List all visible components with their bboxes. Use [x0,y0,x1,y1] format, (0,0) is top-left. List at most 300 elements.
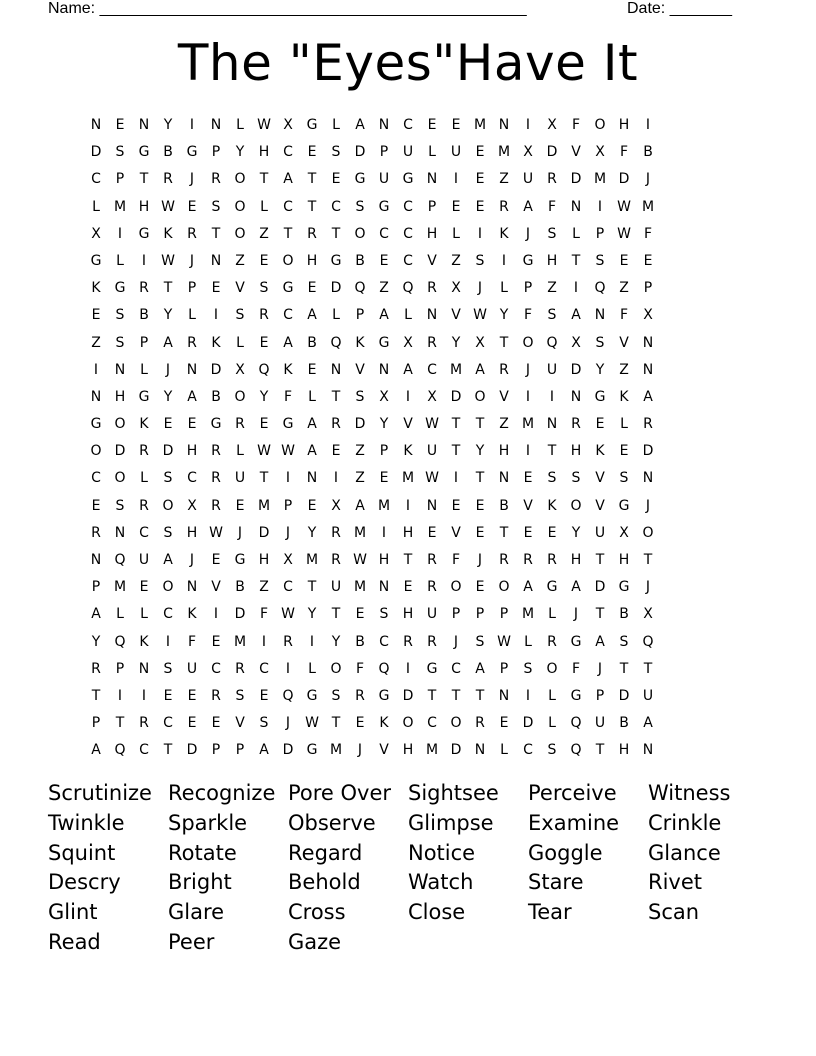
grid-letter[interactable]: J [357,742,363,759]
grid-letter[interactable]: V [595,470,605,487]
grid-letter[interactable]: I [405,660,411,677]
grid-letter[interactable]: E [163,687,173,704]
grid-letter[interactable]: M [305,552,319,568]
grid-letter[interactable]: G [282,280,294,297]
grid-letter[interactable]: C [403,117,413,133]
grid-letter[interactable]: Z [547,280,557,297]
grid-letter[interactable]: E [115,117,125,133]
grid-letter[interactable]: Q [114,552,126,568]
grid-letter[interactable]: Q [258,361,270,378]
grid-letter[interactable]: F [571,660,581,677]
grid-letter[interactable]: U [426,443,438,460]
grid-letter[interactable]: T [163,280,173,297]
grid-letter[interactable]: W [209,524,223,541]
grid-letter[interactable]: G [378,334,390,351]
grid-letter[interactable]: N [138,117,150,133]
grid-letter[interactable]: E [619,443,629,460]
grid-letter[interactable]: Y [499,307,509,324]
grid-letter[interactable]: Z [259,225,269,242]
grid-letter[interactable]: V [235,715,245,732]
grid-letter[interactable]: H [426,225,438,242]
grid-letter[interactable]: O [474,388,486,405]
grid-letter[interactable]: X [643,606,653,623]
grid-letter[interactable]: A [403,361,413,378]
grid-letter[interactable]: O [114,416,126,433]
grid-letter[interactable]: B [619,606,629,623]
grid-letter[interactable]: E [307,497,317,514]
grid-letter[interactable]: B [211,388,221,405]
grid-letter[interactable]: T [499,524,509,541]
grid-letter[interactable]: O [594,117,606,133]
grid-letter[interactable]: W [425,470,439,487]
grid-letter[interactable]: M [377,497,391,514]
grid-letter[interactable]: M [401,470,415,487]
grid-letter[interactable]: S [163,470,173,487]
grid-letter[interactable]: R [331,416,341,433]
grid-letter[interactable]: U [594,715,606,732]
grid-letter[interactable]: T [259,171,269,188]
grid-letter[interactable]: T [211,225,221,242]
grid-letter[interactable]: S [595,252,605,269]
grid-letter[interactable]: V [235,280,245,297]
grid-letter[interactable]: A [379,307,389,324]
grid-letter[interactable]: Z [451,252,461,269]
grid-letter[interactable]: K [547,497,557,514]
grid-letter[interactable]: R [211,497,221,514]
grid-letter[interactable]: N [210,117,222,133]
grid-letter[interactable]: X [595,144,605,161]
grid-letter[interactable]: M [593,171,607,188]
grid-letter[interactable]: L [524,633,532,650]
grid-letter[interactable]: T [595,606,605,623]
grid-letter[interactable]: E [259,687,269,704]
grid-letter[interactable]: U [546,361,558,378]
grid-letter[interactable]: I [117,687,123,704]
grid-letter[interactable]: R [643,416,653,433]
grid-letter[interactable]: J [573,606,579,623]
grid-letter[interactable]: C [427,715,437,732]
grid-letter[interactable]: W [161,252,175,269]
grid-letter[interactable]: F [523,307,533,324]
grid-letter[interactable]: P [643,280,653,297]
grid-letter[interactable]: P [139,334,149,351]
grid-letter[interactable]: V [379,742,389,759]
grid-letter[interactable]: D [450,742,462,759]
grid-letter[interactable]: J [285,715,291,732]
grid-letter[interactable]: N [210,252,222,269]
grid-letter[interactable]: Z [499,416,509,433]
grid-letter[interactable]: A [643,388,653,405]
grid-letter[interactable]: U [330,579,342,596]
grid-letter[interactable]: W [281,606,295,623]
grid-letter[interactable]: F [355,660,365,677]
grid-letter[interactable]: S [547,470,557,487]
grid-letter[interactable]: N [570,388,582,405]
grid-letter[interactable]: O [114,470,126,487]
grid-letter[interactable]: H [402,606,414,623]
grid-letter[interactable]: P [475,606,485,623]
grid-letter[interactable]: J [645,497,651,514]
grid-letter[interactable]: X [283,117,293,133]
grid-letter[interactable]: R [211,470,221,487]
grid-letter[interactable]: R [499,198,509,215]
grid-letter[interactable]: R [163,171,173,188]
grid-letter[interactable]: X [235,361,245,378]
grid-letter[interactable]: U [450,144,462,161]
grid-letter[interactable]: G [114,280,126,297]
grid-letter[interactable]: E [211,280,221,297]
grid-letter[interactable]: R [211,687,221,704]
grid-letter[interactable]: Z [355,443,365,460]
grid-letter[interactable]: G [618,497,630,514]
grid-letter[interactable]: K [403,443,413,460]
grid-letter[interactable]: U [426,606,438,623]
grid-letter[interactable]: L [452,225,460,242]
grid-letter[interactable]: K [283,361,293,378]
grid-letter[interactable]: M [329,742,343,759]
grid-letter[interactable]: T [475,687,485,704]
grid-letter[interactable]: E [91,497,101,514]
grid-letter[interactable]: D [210,361,222,378]
grid-letter[interactable]: R [547,171,557,188]
grid-letter[interactable]: W [161,198,175,215]
grid-letter[interactable]: D [354,144,366,161]
grid-letter[interactable]: X [547,117,557,133]
grid-letter[interactable]: E [475,198,485,215]
grid-letter[interactable]: H [378,552,390,568]
grid-letter[interactable]: S [619,633,629,650]
grid-letter[interactable]: S [595,334,605,351]
grid-letter[interactable]: M [521,416,535,433]
grid-letter[interactable]: C [451,660,461,677]
grid-letter[interactable]: R [91,524,101,541]
grid-letter[interactable]: W [281,443,295,460]
grid-letter[interactable]: Z [379,280,389,297]
grid-letter[interactable]: U [138,552,150,568]
grid-letter[interactable]: R [427,552,437,568]
grid-letter[interactable]: R [547,552,557,568]
grid-letter[interactable]: N [546,416,558,433]
grid-letter[interactable]: L [572,225,580,242]
grid-letter[interactable]: W [617,225,631,242]
grid-letter[interactable]: A [91,606,101,623]
grid-letter[interactable]: E [427,524,437,541]
grid-letter[interactable]: I [405,388,411,405]
grid-letter[interactable]: L [260,198,268,215]
grid-letter[interactable]: S [475,633,485,650]
grid-letter[interactable]: V [427,252,437,269]
grid-letter[interactable]: E [403,579,413,596]
grid-letter[interactable]: M [257,497,271,514]
grid-letter[interactable]: O [450,579,462,596]
grid-letter[interactable]: G [210,416,222,433]
grid-letter[interactable]: I [93,361,99,378]
grid-letter[interactable]: P [235,742,245,759]
grid-letter[interactable]: C [331,198,341,215]
grid-letter[interactable]: J [453,633,459,650]
grid-letter[interactable]: S [115,144,125,161]
grid-letter[interactable]: B [307,334,317,351]
grid-letter[interactable]: I [453,171,459,188]
grid-letter[interactable]: Z [355,470,365,487]
grid-letter[interactable]: M [497,144,511,161]
grid-letter[interactable]: L [92,198,100,215]
grid-letter[interactable]: I [261,633,267,650]
grid-letter[interactable]: N [330,361,342,378]
grid-letter[interactable]: P [115,660,125,677]
grid-letter[interactable]: A [163,334,173,351]
grid-letter[interactable]: S [523,660,533,677]
grid-letter[interactable]: D [282,742,294,759]
grid-letter[interactable]: U [234,470,246,487]
grid-letter[interactable]: O [330,660,342,677]
grid-letter[interactable]: C [91,470,101,487]
grid-letter[interactable]: X [91,225,101,242]
grid-letter[interactable]: M [473,117,487,133]
grid-letter[interactable]: X [475,334,485,351]
grid-letter[interactable]: T [499,334,509,351]
grid-letter[interactable]: H [258,552,270,568]
grid-letter[interactable]: A [475,660,485,677]
grid-letter[interactable]: A [571,307,581,324]
grid-letter[interactable]: D [618,171,630,188]
grid-letter[interactable]: R [187,334,197,351]
grid-letter[interactable]: Q [114,633,126,650]
grid-letter[interactable]: R [427,633,437,650]
grid-letter[interactable]: T [331,715,341,732]
grid-letter[interactable]: R [403,633,413,650]
grid-letter[interactable]: D [258,524,270,541]
grid-letter[interactable]: O [546,660,558,677]
grid-letter[interactable]: G [282,416,294,433]
grid-letter[interactable]: G [306,117,318,133]
grid-letter[interactable]: U [402,144,414,161]
grid-letter[interactable]: U [186,660,198,677]
grid-letter[interactable]: P [91,579,101,596]
grid-letter[interactable]: M [425,742,439,759]
grid-letter[interactable]: I [285,470,291,487]
grid-letter[interactable]: E [139,579,149,596]
grid-letter[interactable]: G [618,579,630,596]
grid-letter[interactable]: H [618,742,630,759]
grid-letter[interactable]: M [641,198,655,215]
grid-letter[interactable]: N [306,470,318,487]
grid-letter[interactable]: S [355,198,365,215]
grid-letter[interactable]: A [595,633,605,650]
grid-letter[interactable]: C [91,171,101,188]
grid-letter[interactable]: L [140,361,148,378]
grid-letter[interactable]: E [307,144,317,161]
grid-letter[interactable]: I [117,225,123,242]
grid-letter[interactable]: N [498,117,510,133]
grid-letter[interactable]: T [115,715,125,732]
grid-letter[interactable]: D [90,144,102,161]
grid-letter[interactable]: R [427,280,437,297]
grid-letter[interactable]: R [331,524,341,541]
grid-letter[interactable]: S [115,497,125,514]
grid-letter[interactable]: T [331,388,341,405]
grid-letter[interactable]: J [165,361,171,378]
grid-letter[interactable]: E [595,416,605,433]
grid-letter[interactable]: C [283,198,293,215]
grid-letter[interactable]: E [451,198,461,215]
grid-letter[interactable]: F [619,144,629,161]
grid-letter[interactable]: B [619,715,629,732]
grid-letter[interactable]: N [378,117,390,133]
grid-letter[interactable]: Y [91,633,101,650]
grid-letter[interactable]: E [211,633,221,650]
grid-letter[interactable]: P [523,280,533,297]
grid-letter[interactable]: O [162,579,174,596]
grid-letter[interactable]: A [355,117,365,133]
grid-letter[interactable]: D [234,606,246,623]
grid-letter[interactable]: R [259,307,269,324]
grid-letter[interactable]: G [138,144,150,161]
grid-letter[interactable]: N [186,361,198,378]
grid-letter[interactable]: P [91,715,101,732]
grid-letter[interactable]: J [525,225,531,242]
grid-letter[interactable]: V [523,497,533,514]
grid-letter[interactable]: I [141,687,147,704]
grid-letter[interactable]: P [595,687,605,704]
grid-letter[interactable]: Z [259,579,269,596]
grid-letter[interactable]: R [235,416,245,433]
grid-letter[interactable]: L [620,416,628,433]
grid-letter[interactable]: P [451,606,461,623]
grid-letter[interactable]: X [571,334,581,351]
grid-letter[interactable]: W [257,443,271,460]
grid-letter[interactable]: R [331,552,341,568]
grid-letter[interactable]: O [234,225,246,242]
grid-letter[interactable]: X [451,280,461,297]
grid-letter[interactable]: S [115,307,125,324]
grid-letter[interactable]: E [187,687,197,704]
grid-letter[interactable]: Q [378,660,390,677]
grid-letter[interactable]: D [570,171,582,188]
grid-letter[interactable]: I [285,660,291,677]
grid-letter[interactable]: S [547,742,557,759]
grid-letter[interactable]: I [573,280,579,297]
grid-letter[interactable]: R [499,361,509,378]
grid-letter[interactable]: M [353,579,367,596]
grid-letter[interactable]: O [354,225,366,242]
grid-letter[interactable]: N [570,198,582,215]
grid-letter[interactable]: J [237,524,243,541]
grid-letter[interactable]: E [475,579,485,596]
grid-letter[interactable]: T [595,552,605,568]
grid-letter[interactable]: V [355,361,365,378]
grid-letter[interactable]: D [522,715,534,732]
grid-letter[interactable]: S [619,470,629,487]
grid-letter[interactable]: E [619,252,629,269]
grid-letter[interactable]: M [521,606,535,623]
grid-letter[interactable]: E [355,606,365,623]
grid-letter[interactable]: R [235,660,245,677]
grid-letter[interactable]: R [283,633,293,650]
grid-letter[interactable]: E [235,497,245,514]
grid-letter[interactable]: J [645,171,651,188]
grid-letter[interactable]: I [381,524,387,541]
grid-letter[interactable]: I [213,606,219,623]
grid-letter[interactable]: I [165,633,171,650]
grid-letter[interactable]: X [187,497,197,514]
grid-letter[interactable]: I [189,117,195,133]
grid-letter[interactable]: E [259,252,269,269]
grid-letter[interactable]: Y [475,443,485,460]
grid-letter[interactable]: I [525,388,531,405]
grid-letter[interactable]: L [188,307,196,324]
grid-letter[interactable]: A [307,443,317,460]
grid-letter[interactable]: E [187,715,197,732]
grid-letter[interactable]: A [355,497,365,514]
grid-letter[interactable]: H [306,252,318,269]
grid-letter[interactable]: R [139,497,149,514]
grid-letter[interactable]: Y [571,524,581,541]
grid-letter[interactable]: X [523,144,533,161]
grid-letter[interactable]: A [475,361,485,378]
grid-letter[interactable]: T [307,198,317,215]
grid-letter[interactable]: S [235,687,245,704]
grid-letter[interactable]: Z [499,171,509,188]
grid-letter[interactable]: J [285,524,291,541]
grid-letter[interactable]: R [427,334,437,351]
grid-letter[interactable]: T [259,470,269,487]
grid-letter[interactable]: G [522,252,534,269]
grid-letter[interactable]: E [523,470,533,487]
grid-letter[interactable]: F [451,552,461,568]
grid-letter[interactable]: P [211,742,221,759]
grid-letter[interactable]: G [426,660,438,677]
grid-letter[interactable]: X [379,388,389,405]
grid-letter[interactable]: G [570,687,582,704]
grid-letter[interactable]: V [499,388,509,405]
grid-letter[interactable]: I [453,470,459,487]
grid-letter[interactable]: A [283,171,293,188]
grid-letter[interactable]: T [643,552,653,568]
grid-letter[interactable]: O [282,252,294,269]
grid-letter[interactable]: F [283,388,293,405]
grid-letter[interactable]: N [90,552,102,568]
grid-letter[interactable]: E [475,171,485,188]
grid-letter[interactable]: Q [282,687,294,704]
grid-letter[interactable]: N [114,361,126,378]
grid-letter[interactable]: K [619,388,629,405]
grid-letter[interactable]: L [500,280,508,297]
grid-letter[interactable]: N [642,742,654,759]
grid-letter[interactable]: P [211,144,221,161]
grid-letter[interactable]: Y [259,388,269,405]
grid-letter[interactable]: L [236,443,244,460]
grid-letter[interactable]: M [353,524,367,541]
grid-letter[interactable]: R [91,660,101,677]
grid-letter[interactable]: E [163,416,173,433]
grid-letter[interactable]: L [332,307,340,324]
grid-letter[interactable]: W [353,552,367,568]
grid-letter[interactable]: E [211,715,221,732]
grid-letter[interactable]: S [259,280,269,297]
grid-letter[interactable]: T [91,687,101,704]
grid-letter[interactable]: O [162,497,174,514]
grid-letter[interactable]: O [450,715,462,732]
grid-letter[interactable]: L [548,606,556,623]
grid-letter[interactable]: T [427,687,437,704]
grid-letter[interactable]: V [595,497,605,514]
grid-letter[interactable]: L [308,388,316,405]
grid-letter[interactable]: D [642,443,654,460]
grid-letter[interactable]: E [523,524,533,541]
grid-letter[interactable]: M [113,198,127,215]
grid-letter[interactable]: T [475,470,485,487]
